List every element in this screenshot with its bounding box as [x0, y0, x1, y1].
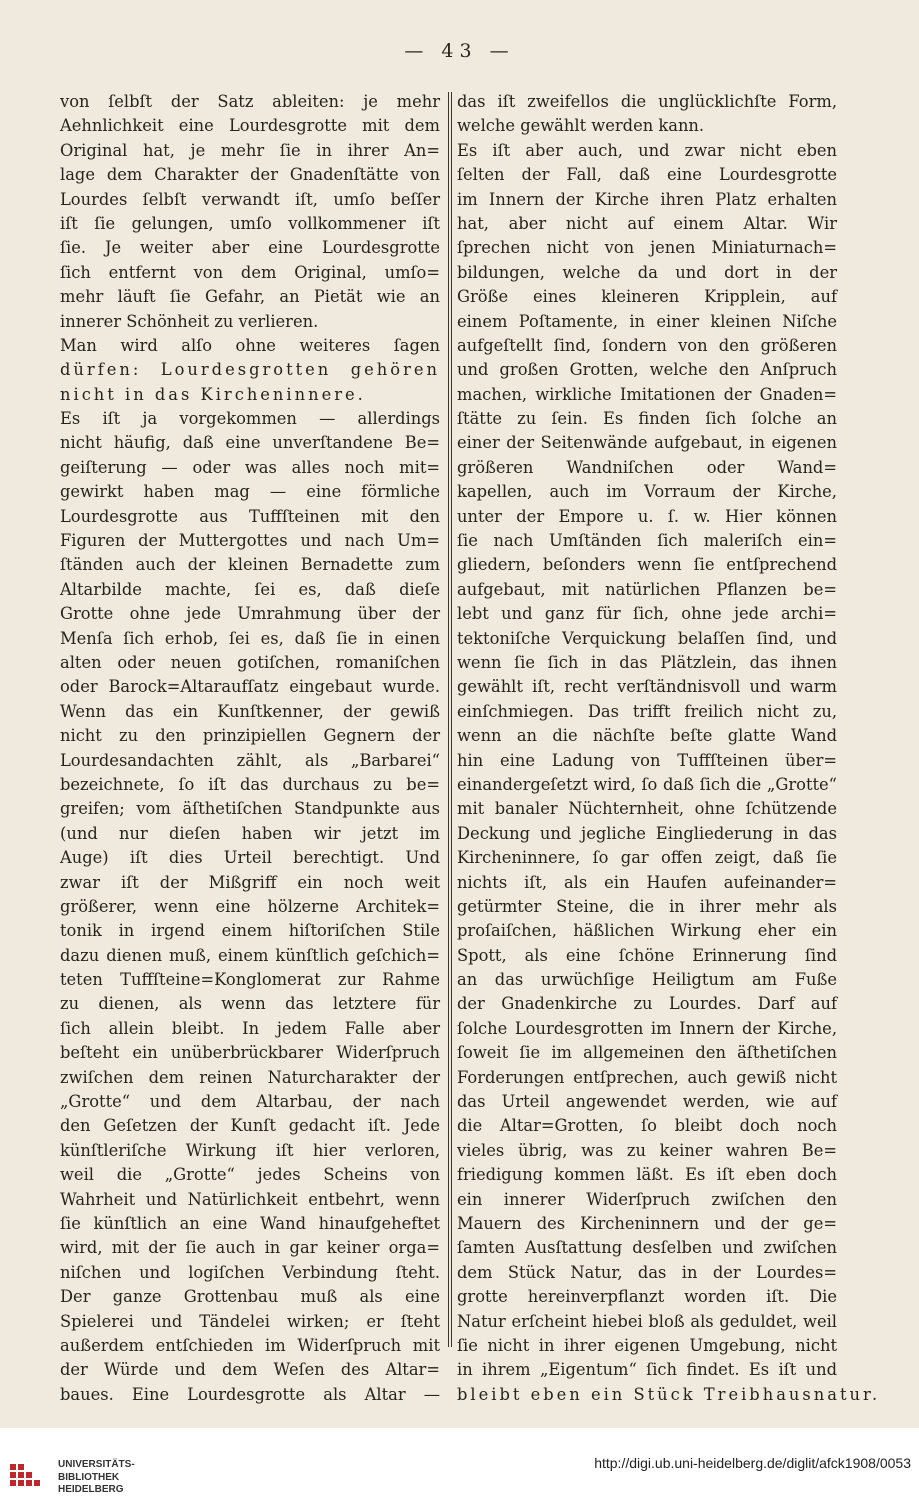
text-line: nicht häufig, daß eine unverſtandene Be=: [60, 433, 440, 453]
text-line: ſie nicht in ihrer eigenen Umgebung, nicht: [457, 1335, 837, 1355]
text-line: bildungen, welche da und dort in der: [457, 262, 837, 282]
text-line: friedigung kommen läßt. Es iſt eben doch: [457, 1165, 837, 1185]
text-line: ſamten Ausſtattung desſelben und zwiſchen: [457, 1238, 837, 1258]
text-line: unter der Empore u. ſ. w. Hier können: [457, 506, 837, 526]
text-line: Altarbilde machte, ſei es, daß dieſe: [60, 579, 440, 599]
text-line: (und nur dieſen haben wir jetzt im: [60, 823, 440, 843]
page-number: — 43 —: [404, 40, 515, 62]
text-line: Lourdes ſelbſt verwandt iſt, umſo beſſer: [60, 189, 440, 209]
text-line: dazu dienen muß, einem künſtlich geſchich=: [60, 945, 440, 965]
right-column: [457, 90, 881, 1407]
text-line: Wahrheit und Natürlichkeit entbehrt, wenn: [60, 1189, 440, 1209]
text-line: ſoweit ſie im allgemeinen den äſthetiſchen: [457, 1043, 837, 1063]
text-line: das iſt zweifellos die unglücklichſte Form,: [457, 92, 837, 111]
text-line: ſolche Lourdesgrotten im Innern der Kirche,: [457, 1018, 837, 1038]
text-line: ſtänden auch der kleinen Bernadette zum: [60, 555, 440, 575]
text-line: einandergeſetzt wird, ſo daß ſich die „Grotte“: [457, 774, 837, 794]
text-line: der Gnadenkirche zu Lourdes. Darf auf: [457, 994, 837, 1014]
text-line: einem Poſtamente, in einer kleinen Niſche: [457, 311, 837, 331]
text-line: mehr läuft ſie Gefahr, an Pietät wie an: [60, 287, 440, 307]
text-line: und großen Grotten, welche den Anſpruch: [457, 360, 837, 380]
text-line: gliedern, beſonders wenn ſie entſprechend: [457, 555, 837, 575]
text-line: welche gewählt werden kann.: [457, 116, 705, 136]
text-line: aufgeſtellt ſind, ſondern von den größeren: [457, 335, 837, 355]
text-line: zu dienen, als wenn das letztere für: [60, 994, 440, 1014]
text-line: die Altar=Grotten, ſo bleibt doch noch: [457, 1116, 837, 1136]
text-line: im Innern der Kirche ihren Platz erhalten: [457, 189, 837, 209]
text-line: innerer Schönheit zu verlieren.: [60, 311, 319, 331]
text-line: Auge) iſt dies Urteil berechtigt. Und: [60, 848, 440, 868]
library-name-line: UNIVERSITÄTS-: [58, 1459, 135, 1470]
text-line: einer der Seitenwände aufgebaut, in eigenen: [457, 433, 837, 453]
text-line: der Würde und dem Weſen des Altar=: [60, 1360, 440, 1380]
text-line: beſteht ein unüberbrückbarer Widerſpruch: [60, 1043, 440, 1063]
text-line: tektoniſche Verquickung belaſſen ſind, und: [457, 628, 837, 648]
text-line: alten oder neuen gotiſchen, romaniſchen: [60, 652, 440, 672]
text-line: gewirkt haben mag — eine förmliche: [60, 482, 440, 502]
text-line: lebt und ganz für ſich, ohne jede archi=: [457, 604, 837, 624]
text-line: ſtätte zu ſein. Es finden ſich ſolche an: [457, 409, 837, 429]
text-line: an das urwüchſige Heiligtum am Fuße: [457, 970, 837, 990]
text-line: nichts iſt, als ein Haufen aufeinander=: [457, 872, 837, 892]
text-line: Lourdesgrotte aus Tuffſteinen mit den: [60, 506, 440, 526]
text-line: tonik in irgend einem hiſtoriſchen Stile: [60, 921, 440, 941]
text-line: greifen; vom äſthetiſchen Standpunkte aus: [60, 799, 440, 819]
text-line: teten Tuffſteine=Konglomerat zur Rahme: [60, 970, 440, 990]
text-line: zwiſchen dem reinen Naturcharakter der: [60, 1067, 440, 1087]
text-line: lage dem Charakter der Gnadenſtätte von: [60, 165, 440, 185]
text-line: wenn an die nächſte beſte glatte Wand: [457, 726, 837, 746]
text-line: kapellen, auch im Vorraum der Kirche,: [457, 482, 837, 502]
text-line: dürfen: Lourdesgrotten gehören: [60, 360, 440, 380]
text-line: außerdem entſchieden im Widerſpruch mit: [60, 1335, 440, 1355]
text-line: grotte hereinverpflanzt worden iſt. Die: [457, 1287, 837, 1307]
text-line: größeren Wandniſchen oder Wand=: [457, 457, 837, 477]
text-line: einſchmiegen. Das trifft freilich nicht zu,: [457, 701, 837, 721]
text-line: wenn ſie ſich in das Plätzlein, das ihnen: [457, 652, 837, 672]
text-line: nicht zu den prinzipiellen Gegnern der: [60, 726, 440, 746]
text-line: hin eine Ladung von Tuffſteinen über=: [457, 750, 837, 770]
text-line: mit banaler Nüchternheit, ohne ſchützende: [457, 799, 837, 819]
column-rule: [448, 92, 449, 1347]
text-line: niſchen und logiſchen Verbindung ſteht.: [60, 1262, 440, 1282]
text-line: ſie. Je weiter aber eine Lourdesgrotte: [60, 238, 440, 258]
text-line: „Grotte“ und dem Altarbau, der nach: [60, 1092, 440, 1112]
text-line: baues. Eine Lourdesgrotte als Altar —: [60, 1384, 440, 1404]
text-line: Original hat, je mehr ſie in ihrer An=: [60, 140, 440, 160]
text-line: Aehnlichkeit eine Lourdesgrotte mit dem: [60, 116, 440, 136]
text-line: bleibt eben ein Stück Treibhausnatur.: [457, 1384, 881, 1404]
text-line: dem Stück Natur, das in der Lourdes=: [457, 1262, 837, 1282]
text-line: Wenn das ein Kunſtkenner, der gewiß: [60, 701, 440, 721]
text-line: zwar iſt der Mißgriff ein noch weit: [60, 872, 440, 892]
text-line: iſt ſie gelungen, umſo vollkommener iſt: [60, 213, 440, 233]
text-line: Grotte ohne jede Umrahmung über der: [60, 604, 440, 624]
text-line: Größe eines kleineren Kripplein, auf: [457, 287, 837, 307]
column-rule-double: [451, 92, 452, 1347]
text-line: größerer, wenn eine hölzerne Architek=: [60, 896, 440, 916]
text-line: geiſterung — oder was alles noch mit=: [60, 457, 440, 477]
text-line: Mauern des Kircheninnern und der ge=: [457, 1213, 837, 1233]
text-line: nicht in das Kircheninnere.: [60, 384, 366, 404]
text-line: aufgebaut, mit natürlichen Pflanzen be=: [457, 579, 837, 599]
text-line: weil die „Grotte“ jedes Scheins von: [60, 1165, 440, 1185]
text-line: Spott, als eine ſchöne Erinnerung ſind: [457, 945, 837, 965]
text-line: bezeichnete, ſo iſt das durchaus zu be=: [60, 774, 440, 794]
text-line: ſie nach Umſtänden ſich maleriſch ein=: [457, 531, 837, 551]
text-line: ein innerer Widerſpruch zwiſchen den: [457, 1189, 837, 1209]
text-line: den Geſetzen der Kunſt gedacht iſt. Jede: [60, 1116, 440, 1136]
left-column: [60, 90, 440, 1407]
text-line: ſich entfernt von dem Original, umſo=: [60, 262, 440, 282]
text-line: getürmter Steine, die in ihrer mehr als: [457, 896, 837, 916]
university-logo-icon: [8, 1460, 54, 1496]
text-line: gewählt iſt, recht verſtändnisvoll und warm: [457, 677, 837, 697]
text-line: Spielerei und Tändelei wirken; er ſteht: [60, 1311, 440, 1331]
text-line: wird, mit der ſie auch in gar keiner orga=: [60, 1238, 440, 1258]
text-line: Figuren der Muttergottes und nach Um=: [60, 531, 440, 551]
library-name: [58, 1459, 135, 1497]
text-line: Deckung und jegliche Eingliederung in das: [457, 823, 837, 843]
text-line: Menſa ſich erhob, ſei es, daß ſie in einen: [60, 628, 440, 648]
text-line: in ihrem „Eigentum“ ſich findet. Es iſt und: [457, 1360, 837, 1380]
text-line: vieles übrig, was zu keiner wahren Be=: [457, 1140, 837, 1160]
text-line: ſie künſtlich an eine Wand hinaufgeheftet: [60, 1213, 440, 1233]
text-line: ſich allein bleibt. In jedem Falle aber: [60, 1018, 440, 1038]
text-line: Es iſt ja vorgekommen — allerdings: [60, 409, 440, 429]
text-line: Kircheninnere, ſo gar offen zeigt, daß ſie: [457, 848, 837, 868]
text-line: ſelten der Fall, daß eine Lourdesgrotte: [457, 165, 837, 185]
library-name-line: HEIDELBERG: [58, 1484, 124, 1495]
text-line: künſtleriſche Wirkung iſt hier verloren,: [60, 1140, 440, 1160]
text-line: Forderungen entſprechen, auch gewiß nicht: [457, 1067, 837, 1087]
text-line: ſprechen nicht von jenen Miniaturnach=: [457, 238, 837, 258]
text-line: Man wird alſo ohne weiteres ſagen: [60, 335, 440, 355]
source-url-link[interactable]: http://digi.ub.uni-heidelberg.de/diglit/afck1908/0053: [594, 1455, 911, 1471]
text-line: hat, aber nicht auf einem Altar. Wir: [457, 213, 837, 233]
text-line: Es iſt aber auch, und zwar nicht eben: [457, 140, 837, 160]
text-line: machen, wirkliche Imitationen der Gnaden=: [457, 384, 837, 404]
text-line: das Urteil angewendet werden, wie auf: [457, 1092, 837, 1112]
library-name-line: BIBLIOTHEK: [58, 1471, 120, 1483]
text-line: von ſelbſt der Satz ableiten: je mehr: [60, 92, 440, 111]
text-line: Natur erſcheint hiebei bloß als geduldet, weil: [457, 1311, 837, 1331]
text-line: Lourdesandachten zählt, als „Barbarei“: [60, 750, 440, 770]
text-line: oder Barock=Altaraufſatz eingebaut wurde.: [60, 677, 440, 697]
text-line: proſaiſchen, häßlichen Wirkung eher ein: [457, 921, 837, 941]
text-line: Der ganze Grottenbau muß als eine: [60, 1287, 440, 1307]
